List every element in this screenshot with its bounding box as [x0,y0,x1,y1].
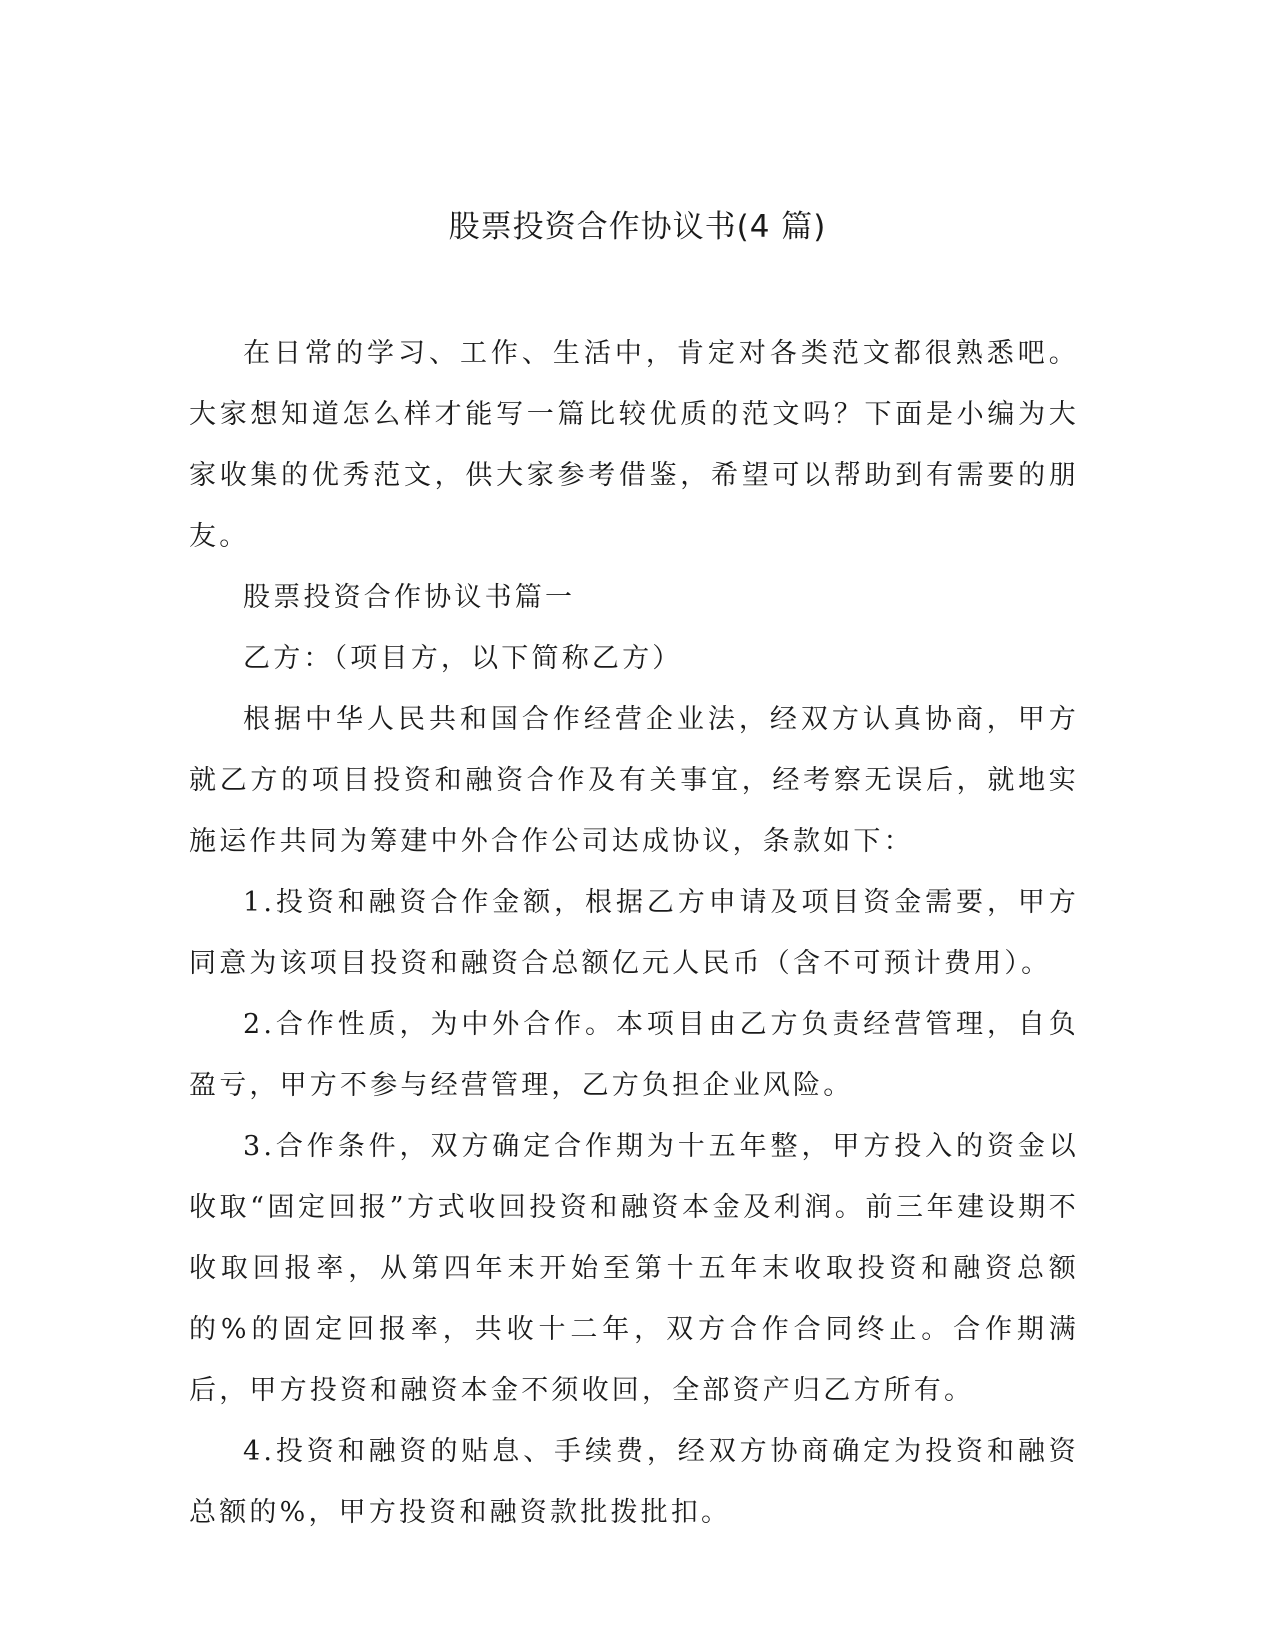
clause-4: 4.投资和融资的贴息、手续费，经双方协商确定为投资和融资总额的%，甲方投资和融资款批拨批扣。 [189,1436,1079,1528]
document-title: 股票投资合作协议书(4 篇) [448,209,827,245]
party-b-line: 乙方：（项目方，以下简称乙方） [243,643,683,674]
clause-2: 2.合作性质，为中外合作。本项目由乙方负责经营管理，自负盈亏，甲方不参与经营管理，乙方负担企业风险。 [189,1009,1079,1101]
preamble-paragraph: 根据中华人民共和国合作经营企业法，经双方认真协商，甲方就乙方的项目投资和融资合作及有关事宜，经考察无误后，就地实施运作共同为筹建中外合作公司达成协议，条款如下： [189,704,1079,857]
document-body [189,323,1079,1543]
intro-paragraph: 在日常的学习、工作、生活中，肯定对各类范文都很熟悉吧。大家想知道怎么样才能写一篇比较优质的范文吗？下面是小编为大家收集的优秀范文，供大家参考借鉴，希望可以帮助到有需要的朋友。 [189,338,1079,552]
section-heading: 股票投资合作协议书篇一 [243,582,576,613]
clause-1: 1.投资和融资合作金额，根据乙方申请及项目资金需要，甲方同意为该项目投资和融资合总额亿元人民币（含不可预计费用）。 [189,887,1079,979]
clause-3: 3.合作条件，双方确定合作期为十五年整，甲方投入的资金以收取“固定回报”方式收回投资和融资本金及利润。前三年建设期不收取回报率，从第四年末开始至第十五年末收取投资和融资总额的%的固定回报率，共收十二年，双方合作合同终止。合作期满后，甲方投资和融资本金不须收回，全部资产归乙方所有。 [189,1131,1079,1406]
